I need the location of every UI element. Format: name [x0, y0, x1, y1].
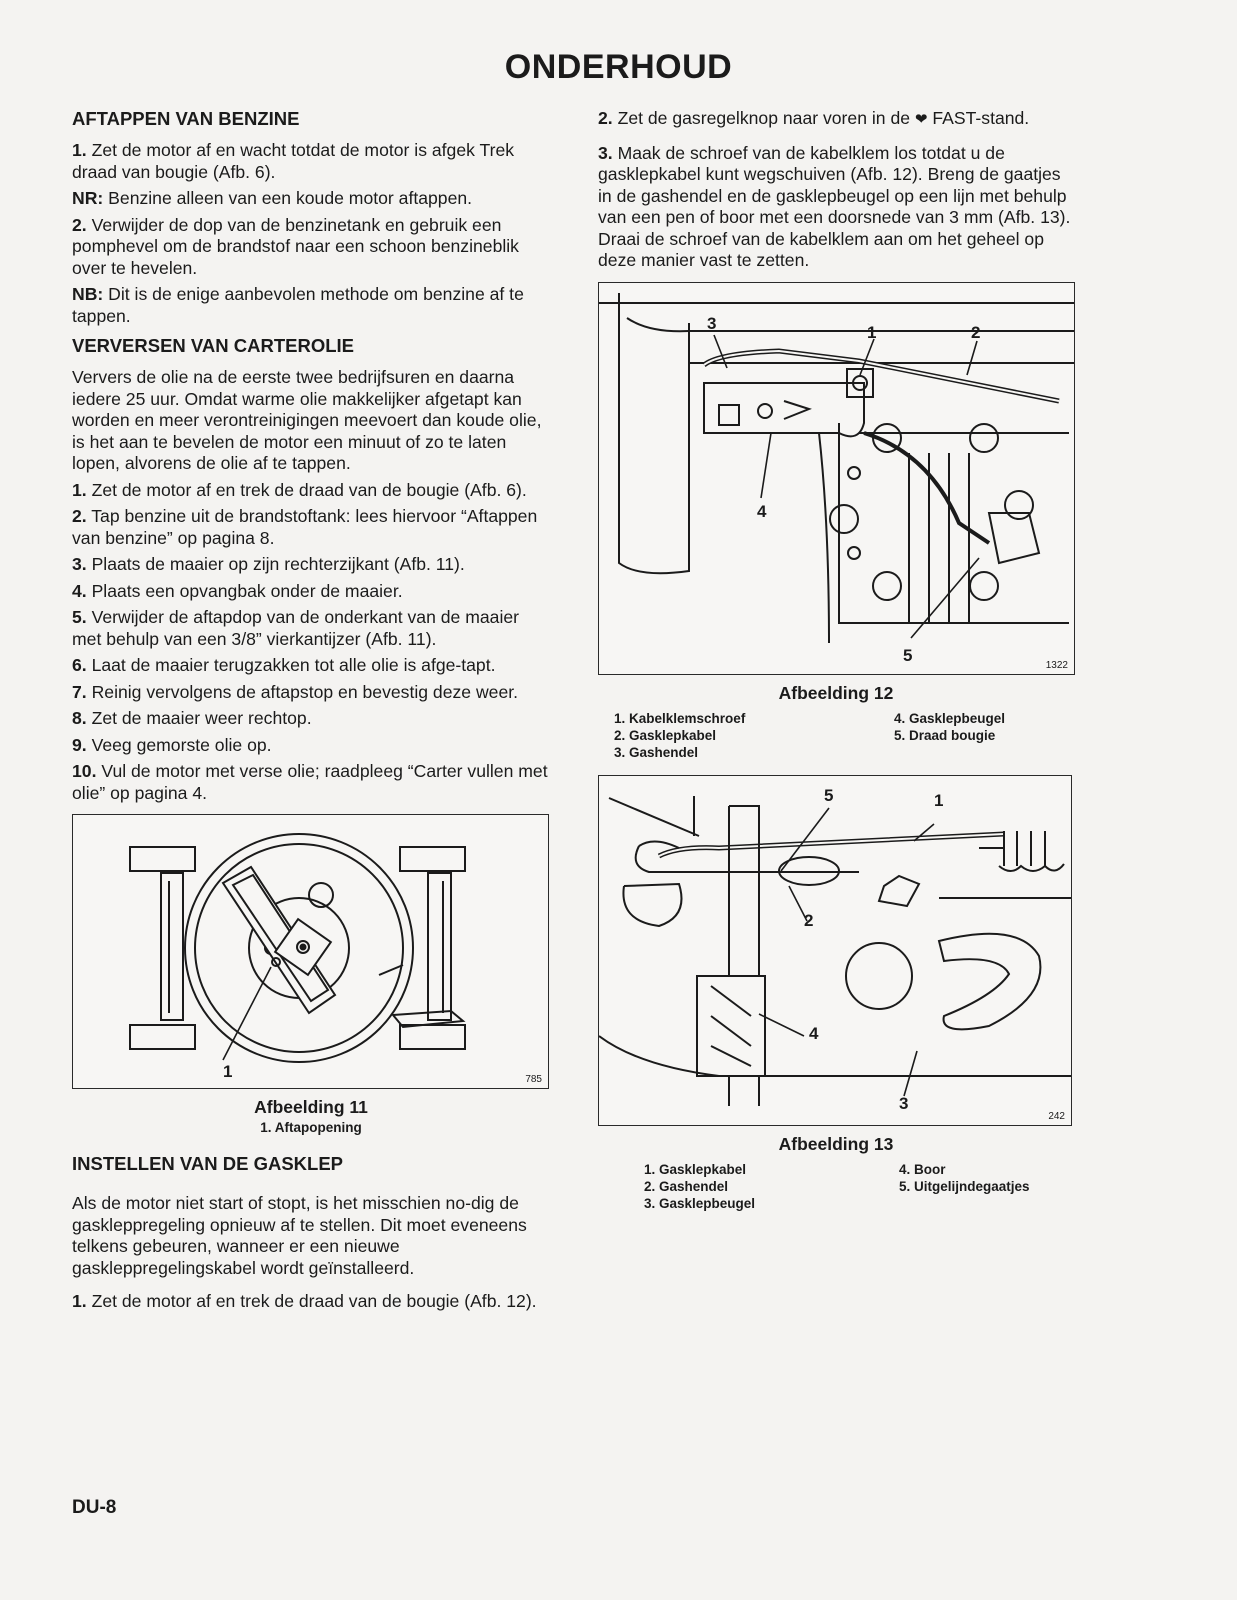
step-paragraph: 1. Zet de motor af en trek de draad van de bougie (Afb. 6).	[72, 479, 527, 500]
section-heading-gasklep: INSTELLEN VAN DE GASKLEP	[72, 1153, 344, 1174]
step-paragraph: 2. Verwijder de dop van de benzinetank en gebruik een pomphevel om de brandstof naar een schoon benzineblik over te hevelen.	[72, 214, 519, 278]
figure-11	[72, 814, 549, 1089]
step-paragraph: 5. Verwijder de aftapdop van de onderkant van de maaier met behulp van een 3/8” vierkantijzer (Afb. 11).	[72, 607, 519, 649]
figure-11-caption: Afbeelding 11	[254, 1097, 368, 1117]
step-paragraph: 2. Tap benzine uit de brandstoftank: lees hiervoor “Aftappen van benzine” op pagina 8.	[72, 506, 538, 548]
step-paragraph: 2. Zet de gasregelknop naar voren in de ❤ FAST-stand.	[598, 108, 1074, 131]
callout-3: 3	[899, 1093, 909, 1113]
callout-1: 1	[223, 1062, 233, 1081]
rabbit-fast-icon: ❤	[914, 111, 928, 128]
legend-item: 1. Gasklepkabel	[644, 1161, 747, 1177]
figure-12-caption: Afbeelding 12	[778, 682, 894, 703]
legend-item: 2. Gasklepkabel	[614, 727, 717, 743]
callout-4: 4	[809, 1023, 819, 1043]
figure-12	[598, 282, 1075, 675]
callout-1: 1	[867, 322, 877, 342]
figure-12-legend	[598, 710, 1074, 761]
step-paragraph: 9. Veeg gemorste olie op.	[72, 734, 272, 755]
callout-4: 4	[757, 501, 767, 521]
figure-number: 785	[525, 1074, 542, 1085]
step-paragraph: 4. Plaats een opvangbak onder de maaier.	[72, 580, 403, 601]
legend-item: 4. Boor	[899, 1161, 946, 1177]
legend-item: 5. Draad bougie	[894, 727, 996, 743]
figure-13-legend	[598, 1161, 1074, 1212]
step-paragraph: 3. Maak de schroef van de kabelklem los totdat u de gasklepkabel kunt wegschuiven (Afb. 12). Breng de gaatjes in de gashendel en de gasklepbeugel op een lijn met behulp van een pen of boor met een doorsnede van 3 mm (Afb. 13). Draai de schroef van de kabelklem aan om het geheel op deze manier vast te zetten.	[598, 142, 1071, 270]
callout-5: 5	[824, 785, 834, 805]
legend-col-right	[859, 1161, 1074, 1212]
step-paragraph: 8. Zet de maaier weer rechtop.	[72, 708, 312, 728]
legend-item: 3. Gashendel	[614, 744, 699, 760]
step-paragraph: 3. Plaats de maaier op zijn rechterzijkant (Afb. 11).	[72, 554, 465, 574]
legend-item: 5. Uitgelijndegaatjes	[899, 1178, 1030, 1194]
section-heading-aftappen: AFTAPPEN VAN BENZINE	[72, 108, 300, 129]
step-paragraph: 1. Zet de motor af en trek de draad van de bougie (Afb. 12).	[72, 1291, 537, 1311]
figure-number: 1322	[1045, 659, 1068, 671]
legend-col-left	[644, 1161, 859, 1212]
figure-13	[598, 775, 1072, 1126]
page-title: ONDERHOUD	[504, 48, 733, 86]
legend-col-right	[844, 710, 1074, 761]
section-heading-carterolie: VERVERSEN VAN CARTEROLIE	[72, 335, 354, 356]
intro-paragraph: Als de motor niet start of stopt, is het misschien no-dig de gaskleppregeling opnieuw af te stellen. Dit moet eveneens telkens gebeuren, wanneer er een nieuwe gaskleppregelingskabel wordt geïnstalleerd.	[72, 1193, 527, 1278]
callout-2: 2	[804, 910, 814, 930]
callout-2: 2	[971, 322, 981, 342]
page-footer: DU-8	[72, 1497, 117, 1518]
figure-11-legend: 1. Aftapopening	[260, 1120, 362, 1135]
figure-13-caption: Afbeelding 13	[778, 1133, 894, 1154]
legend-item: 2. Gashendel	[644, 1178, 729, 1194]
legend-item: 1. Kabelklemschroef	[614, 710, 746, 726]
callout-1: 1	[934, 790, 944, 810]
throttle-alignment-illustration	[599, 776, 1071, 1125]
step-paragraph: 6. Laat de maaier terugzakken tot alle olie is afge-tapt.	[72, 655, 496, 675]
legend-col-left	[614, 710, 844, 761]
legend-item: 4. Gasklepbeugel	[894, 710, 1006, 726]
engine-throttle-illustration	[599, 283, 1074, 674]
note-paragraph: NB: Dit is de enige aanbevolen methode om benzine af te tappen.	[72, 284, 524, 326]
step-paragraph: 10. Vul de motor met verse olie; raadpleeg “Carter vullen met olie” op pagina 4.	[72, 761, 548, 803]
step-paragraph: 7. Reinig vervolgens de aftapstop en bevestig deze weer.	[72, 681, 519, 702]
intro-paragraph: Ververs de olie na de eerste twee bedrijfsuren en daarna iedere 25 uur. Omdat warme olie makkelijker afgetapt kan worden en meer verontreinigingen meevoert dan koude olie, is het aan te bevelen de motor een minuut of zo te laten lopen, alvorens de olie af te tappen.	[72, 367, 542, 473]
left-column	[72, 108, 550, 1318]
note-paragraph: NR: Benzine alleen van een koude motor aftappen.	[72, 188, 473, 208]
callout-3: 3	[707, 313, 717, 333]
legend-item: 3. Gasklepbeugel	[644, 1195, 756, 1211]
callout-5: 5	[903, 645, 913, 665]
right-column	[598, 108, 1074, 1212]
mower-underside-illustration	[73, 815, 548, 1088]
step-paragraph: 1. Zet de motor af en wacht totdat de motor is afgek Trek draad van bougie (Afb. 6).	[72, 140, 515, 182]
figure-number: 242	[1048, 1110, 1065, 1122]
